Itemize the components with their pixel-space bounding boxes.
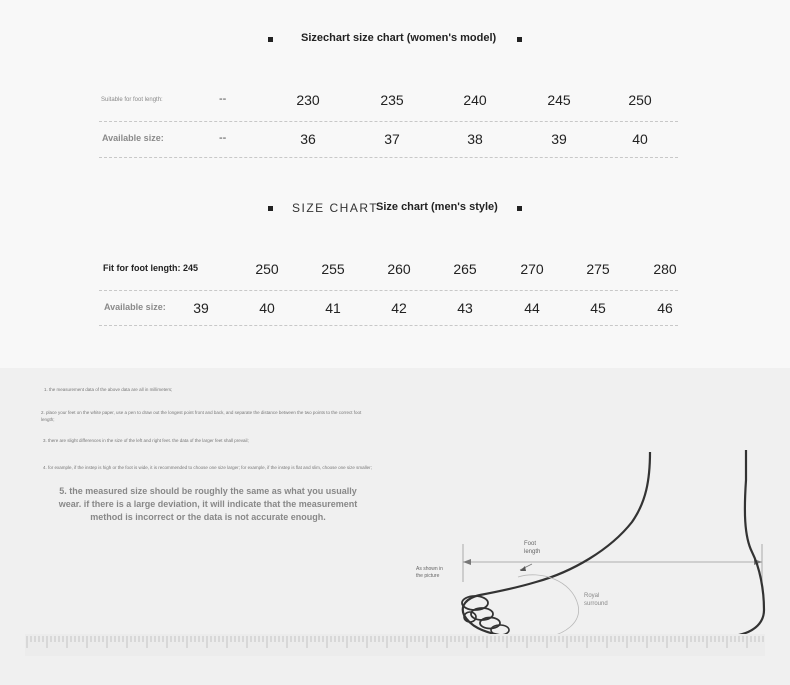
note-5-line-2: wear. if there is a large deviation, it will indicate that the measurement: [58, 499, 358, 509]
men-size-chart-overlay: SIZE CHART: [292, 201, 379, 215]
men-foot-length-value: 275: [586, 261, 610, 277]
note-2-cont: length;: [41, 417, 55, 422]
measuring-ruler: [25, 634, 765, 656]
men-size-value: 43: [457, 300, 473, 316]
women-size-value: 36: [300, 131, 316, 147]
men-foot-length-value: 250: [255, 261, 279, 277]
note-2: 2. place your feet on the white paper, use a pen to draw out the longest point front and back, and separate the distance between the two points to the correct foot: [41, 410, 362, 415]
women-size-dash: --: [219, 132, 227, 144]
foot-length-label-line-2: length: [524, 549, 541, 555]
men-row-separator: [99, 290, 678, 291]
men-size-value: 44: [524, 300, 540, 316]
women-row-separator: [99, 121, 678, 122]
royal-surround-label: [584, 592, 608, 608]
women-foot-length-value: 240: [463, 92, 487, 108]
women-foot-length-label: Suitable for foot length:: [101, 97, 163, 103]
as-shown-label-line-1: As shown in: [416, 566, 443, 572]
men-foot-length-value: 270: [520, 261, 544, 277]
men-title-bullet-right: [517, 206, 522, 211]
men-size-value: 39: [193, 300, 209, 316]
as-shown-label: [416, 566, 443, 580]
men-size-value: 40: [259, 300, 275, 316]
as-shown-label-line-2: the picture: [416, 573, 440, 579]
foot-measurement-illustration: [400, 440, 780, 650]
women-foot-length-dash: --: [219, 93, 227, 105]
note-5: [38, 485, 378, 524]
women-foot-length-value: 230: [296, 92, 320, 108]
note-3: 3. there are slight differences in the size of the left and right feet. the data of the larger feet shall prevail;: [43, 438, 249, 443]
women-size-value: 40: [632, 131, 648, 147]
women-size-label: Available size:: [102, 133, 164, 143]
royal-surround-label-line-2: surround: [584, 601, 608, 607]
men-foot-length-value: 255: [321, 261, 345, 277]
women-chart-title: Sizechart size chart (women's model): [301, 32, 497, 44]
women-size-value: 38: [467, 131, 483, 147]
men-size-value: 41: [325, 300, 341, 316]
women-size-value: 39: [551, 131, 567, 147]
foot-length-label: [524, 540, 540, 556]
women-title-bullet-right: [517, 37, 522, 42]
men-size-value: 42: [391, 300, 407, 316]
women-foot-length-value: 245: [547, 92, 571, 108]
women-foot-length-value: 235: [380, 92, 404, 108]
men-foot-length-value: 280: [653, 261, 677, 277]
men-foot-length-label: Fit for foot length: 245: [103, 263, 198, 273]
women-bottom-separator: [99, 157, 678, 158]
men-chart-title: Size chart (men's style): [376, 201, 498, 213]
men-size-value: 45: [590, 300, 606, 316]
men-size-label: Available size:: [104, 302, 166, 312]
note-4: 4. for example, if the instep is high or the foot is wide, it is recommended to choose one size larger; for example, if the instep is flat and slim, choose one size smaller;: [43, 465, 372, 470]
women-foot-length-value: 250: [628, 92, 652, 108]
men-foot-length-value: 260: [387, 261, 411, 277]
women-size-value: 37: [384, 131, 400, 147]
note-5-line-1: 5. the measured size should be roughly the same as what you usually: [59, 486, 357, 496]
men-foot-length-value: 265: [453, 261, 477, 277]
women-title-bullet-left: [268, 37, 273, 42]
foot-length-label-line-1: Foot: [524, 541, 537, 547]
men-title-bullet-left: [268, 206, 273, 211]
men-size-value: 46: [657, 300, 673, 316]
royal-surround-label-line-1: Royal: [584, 593, 600, 599]
note-5-line-3: method is incorrect or the data is not accurate enough.: [90, 512, 326, 522]
men-bottom-separator: [99, 325, 678, 326]
note-1: 1. the measurement data of the above data are all in millimeters;: [44, 387, 173, 392]
